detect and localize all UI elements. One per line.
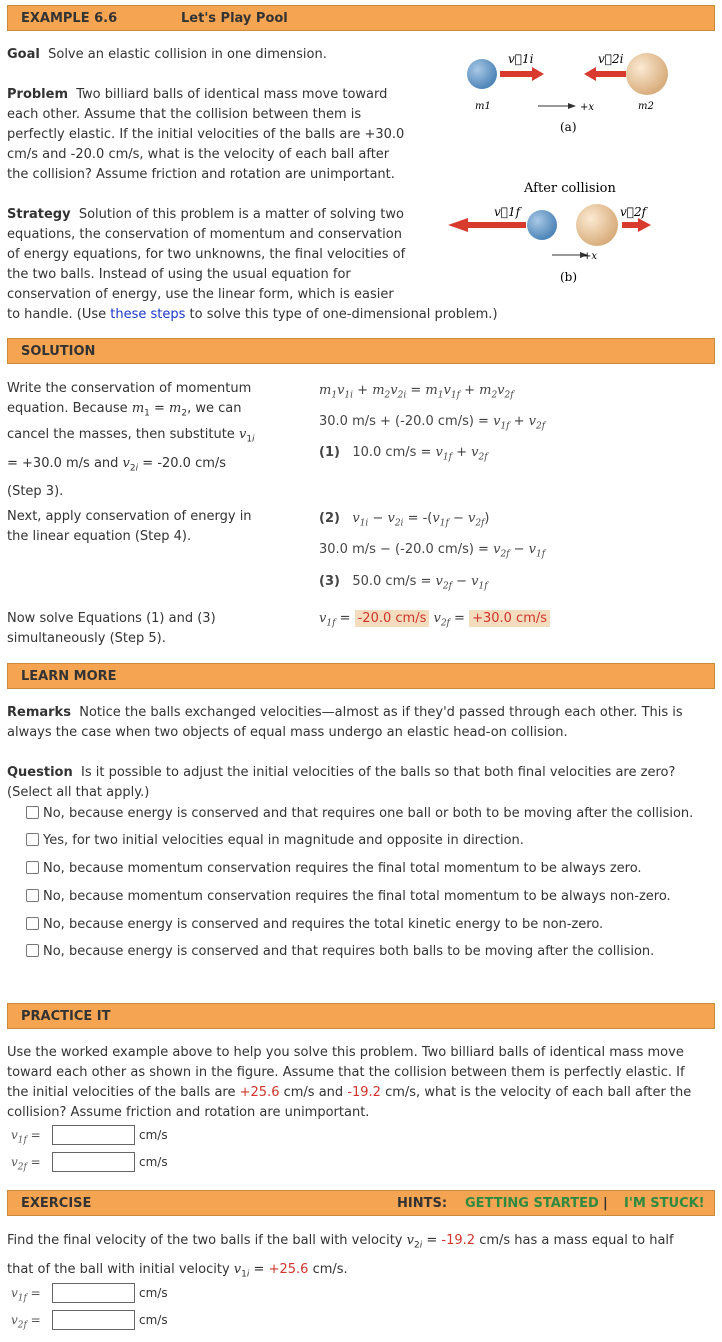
energy-substituted-equation: 30.0 m/s − (-20.0 $cm/s) = v_{2f} - v_{1f}$: [319, 542, 546, 560]
v2i-label: v⃗2i: [598, 52, 624, 66]
collision-figure: [440, 45, 680, 290]
hints-label: HINTS:: [397, 1196, 448, 1211]
v2i-arrow: [584, 67, 626, 81]
exercise-heading: EXERCISE: [21, 1196, 92, 1211]
solution-step-1b: cancel the masses, then substitute $v_{1i}$ = +30.0 m/s and $v_{2i} = -20.0$ cm/s (Step 3).: [7, 427, 255, 500]
substituted-equation: 30.0 m/s + (-20.0 $cm/s) = v_{1f} + v_{2f}$: [319, 414, 546, 432]
question-text: Question Is it possible to adjust the initial velocities of the balls so that both final velocities are zero? (Select all that apply.): [7, 765, 676, 800]
option-2[interactable]: Yes, for two initial velocities equal in magnitude and opposite in direction.: [26, 833, 524, 849]
option-6-checkbox[interactable]: [26, 944, 39, 957]
solution-step-2: Next, apply conservation of energy in the linear equation (Step 4).: [7, 509, 252, 544]
practice-header-bar: [7, 1003, 715, 1029]
v1i-label: v⃗1i: [508, 52, 534, 66]
option-1[interactable]: No, because energy is conserved and that requires one ball or both to be moving after the collision.: [26, 806, 693, 822]
ball-2-before: [626, 53, 668, 95]
v2f-arrow: [622, 218, 651, 232]
remarks-text: Remarks Notice the balls exchanged velocities—almost as if they'd passed through each other. This is always the case when two objects of equal mass undergo an elastic head-on collision.: [7, 705, 683, 740]
learn-more-heading: LEARN MORE: [21, 669, 117, 684]
final-velocities: $v_{1f} = -20.0$ cm/s $v_{2f} = +30.0$ cm/s: [319, 611, 550, 629]
solution-step-1: Write the conservation of momentum equation. Because $m_1 = m_2$, we can: [7, 381, 252, 419]
hint-separator: |: [603, 1196, 608, 1211]
practice-text: Use the worked example above to help you solve this problem. Two billiard balls of identical mass move toward each other as shown in the figure. Assume that the collision between them is perfectly elastic. If the initial velocities of the balls are +25.6 cm/s and -19.2 cm/s, what is the velocity of each ball after the collision? Assume friction and rotation are unimportant.: [7, 1045, 692, 1120]
v1f-arrow: [448, 218, 526, 232]
ball-1-before: [467, 59, 497, 89]
v2f-result: +30.0 cm/s: [469, 610, 550, 627]
these-steps-link[interactable]: these steps: [110, 307, 186, 322]
ball-1-after: [527, 210, 557, 240]
v1f-label: v⃗1f: [494, 205, 521, 219]
equation-1: (1) 10.0 $cm/s = v_{1f} + v_{2f}$: [319, 445, 488, 463]
equation-3: (3) 50.0 $cm/s = v_{2f} - v_{1f}$: [319, 574, 488, 592]
exercise-header-bar: [7, 1190, 715, 1216]
option-3-checkbox[interactable]: [26, 861, 39, 874]
strategy-text: Strategy Solution of this problem is a matter of solving two equations, the conservation of momentum and conservation of energy equations, for two unknowns, the final velocities of the two balls. Instead of using the usual equation for conservation of energy, use the linear form, which is easier to handle. (Use these steps to solve this type of one-dimensional problem.): [7, 207, 498, 322]
axis-arrow-a: [568, 103, 576, 109]
ball-2-after: [576, 204, 618, 246]
axis-label-a: +x: [580, 102, 595, 113]
problem-text: Problem Two billiard balls of identical mass move toward each other. Assume that the collision between them is perfectly elastic. If the initial velocities of the balls are +30.0 cm/s and -20.0 cm/s, what is the velocity of each ball after the collision? Assume friction and rotation are unimportant.: [7, 87, 405, 182]
getting-started-hint[interactable]: GETTING STARTED: [465, 1196, 599, 1211]
exercise-text: Find the final velocity of the two balls if the ball with velocity $v_{2i} = -19.2$ cm/s has a mass equal to half that of the ball with initial velocity $v_{1i} = +25.6$ cm/s.: [7, 1233, 674, 1280]
solution-header-bar: [7, 338, 715, 364]
solution-step-3: Now solve Equations (1) and (3) simultaneously (Step 5).: [7, 611, 216, 646]
v1f-result: -20.0 cm/s: [355, 610, 430, 627]
option-4[interactable]: No, because momentum conservation requires the final total momentum to be always non-zero.: [26, 889, 671, 905]
example-header-bar: [7, 5, 715, 31]
after-collision-label: After collision: [524, 181, 616, 196]
learn-more-header-bar[interactable]: [7, 663, 715, 689]
v1i-arrow: [500, 67, 544, 81]
option-3[interactable]: No, because momentum conservation requires the final total momentum to be always zero.: [26, 861, 642, 877]
exercise-v1f-input[interactable]: [52, 1283, 135, 1303]
axis-label-b: +x: [583, 251, 598, 262]
option-4-checkbox[interactable]: [26, 889, 39, 902]
option-2-checkbox[interactable]: [26, 833, 39, 846]
m1-label: m1: [475, 101, 491, 112]
label-a: (a): [560, 120, 577, 134]
practice-v1f-input[interactable]: [52, 1125, 135, 1145]
solution-heading: SOLUTION: [21, 344, 96, 359]
practice-heading: PRACTICE IT: [21, 1009, 111, 1024]
goal-text: Goal Solve an elastic collision in one dimension.: [7, 47, 327, 62]
option-5-checkbox[interactable]: [26, 917, 39, 930]
example-title: Let's Play Pool: [181, 11, 288, 26]
momentum-equation: $m_1v_{1i} + m_2v_{2i} = m_1v_{1f} + m_2v_{2f}$: [319, 383, 514, 401]
m2-label: m2: [638, 101, 654, 112]
v2f-label: v⃗2f: [620, 205, 647, 219]
option-1-checkbox[interactable]: [26, 806, 39, 819]
im-stuck-hint[interactable]: I'M STUCK!: [624, 1196, 705, 1211]
practice-v2f-input[interactable]: [52, 1152, 135, 1172]
equation-2: (2) $v_{1i} - v_{2i} = -(v_{1f} - v_{2f})$: [319, 511, 490, 529]
option-5[interactable]: No, because energy is conserved and requires the total kinetic energy to be non-zero.: [26, 917, 603, 933]
option-6[interactable]: No, because energy is conserved and that requires both balls to be moving after the collision.: [26, 944, 654, 960]
exercise-v2f-input[interactable]: [52, 1310, 135, 1330]
label-b: (b): [560, 270, 578, 284]
example-label: EXAMPLE 6.6: [21, 11, 118, 26]
